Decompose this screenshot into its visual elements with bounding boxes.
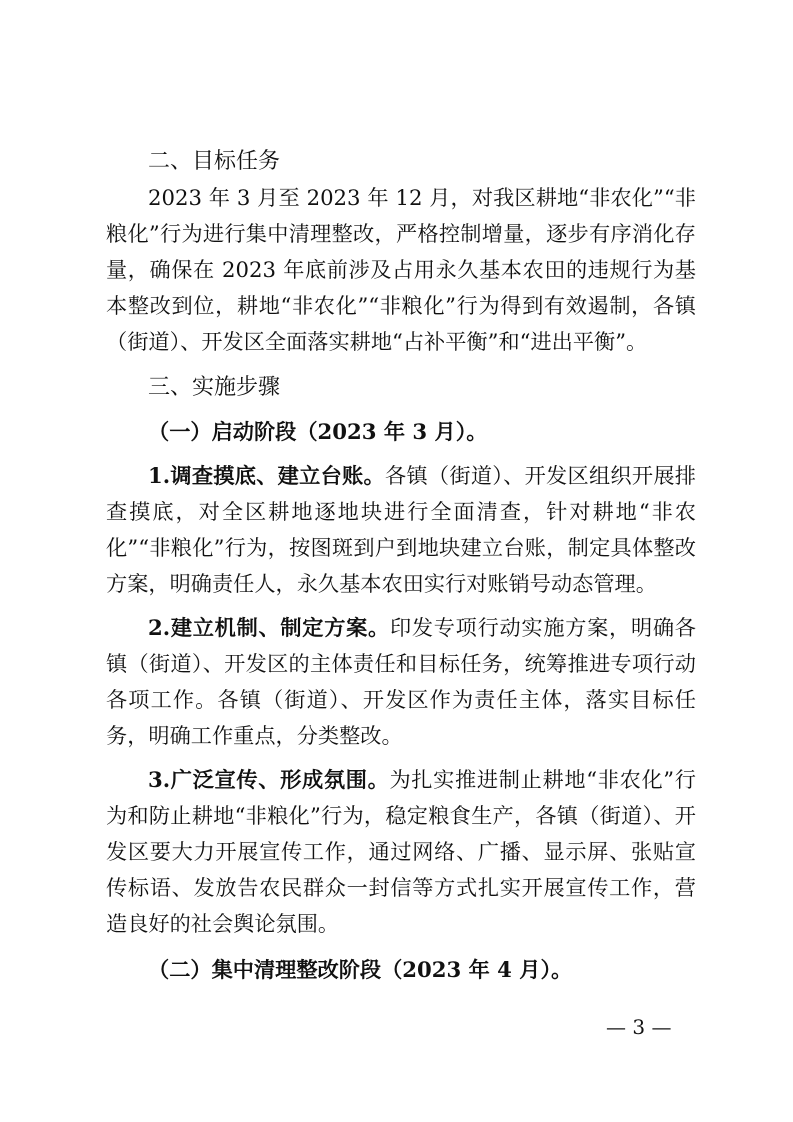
step-item-1: [106, 458, 696, 602]
step-item-2-text: 印发专项行动实施方案，明确各镇（街道）、开发区的主体责任和目标任务，统筹推进专项行动各项工作。各镇（街道）、开发区作为责任主体，落实目标任务，明确工作重点，分类整改。: [106, 615, 696, 748]
subheading-launch-stage: （一）启动阶段（2023 年 3 月）。: [148, 419, 488, 444]
spacer: [106, 942, 696, 952]
step-item-1-lead: 1.调查摸底、建立台账。: [148, 463, 385, 488]
step-item-3: [106, 762, 696, 942]
targets-paragraph: 2023 年 3 月至 2023 年 12 月，对我区耕地“非农化”“非粮化”行为进行集中清理整改，严格控制增量，逐步有序消化存量，确保在 2023 年底前涉及占用永久基本农田的违规行为基本整改到位，耕地“非农化”“非粮化”行为得到有效遏制，各镇（街道）、开发区全面落实耕地“占补平衡”和“进出平衡”。: [106, 185, 696, 354]
page-number: — 3 —: [606, 1015, 672, 1039]
spacer: [106, 754, 696, 762]
subheading-rectification-stage: （二）集中清理整改阶段（2023 年 4 月）。: [148, 957, 573, 982]
spacer: [106, 406, 696, 414]
document-body: [106, 144, 696, 988]
spacer: [106, 360, 696, 370]
step-item-2: [106, 610, 696, 754]
section-heading-steps: 三、实施步骤: [148, 375, 281, 400]
spacer: [106, 450, 696, 458]
step-item-2-lead: 2.建立机制、制定方案。: [148, 615, 390, 640]
step-item-3-lead: 3.广泛宣传、形成氛围。: [148, 767, 390, 792]
spacer: [106, 602, 696, 610]
section-heading-targets: 二、目标任务: [148, 149, 281, 174]
step-item-3-text: 为扎实推进制止耕地“非农化”行为和防止耕地“非粮化”行为，稳定粮食生产，各镇（街道）、开发区要大力开展宣传工作，通过网络、广播、显示屏、张贴宣传标语、发放告农民群众一封信等方式扎实开展宣传工作，营造良好的社会舆论氛围。: [106, 767, 696, 936]
step-item-1-text: 各镇（街道）、开发区组织开展排查摸底，对全区耕地逐地块进行全面清查，针对耕地“非农化”“非粮化”行为，按图斑到户到地块建立台账，制定具体整改方案，明确责任人，永久基本农田实行对账销号动态管理。: [106, 463, 696, 596]
